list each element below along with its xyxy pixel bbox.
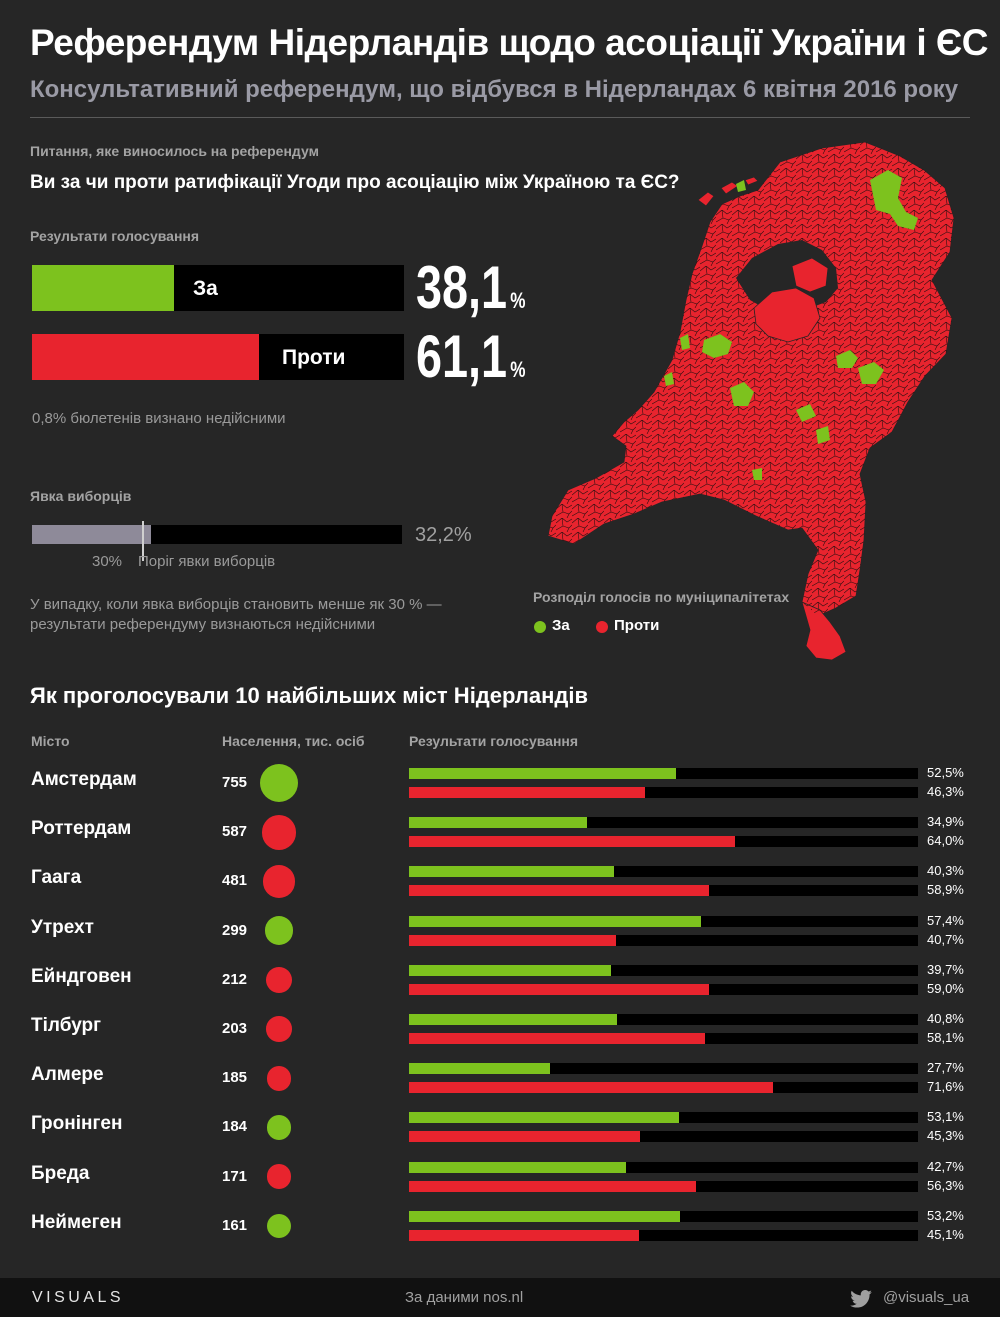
column-header-results: Результати голосування	[409, 733, 579, 749]
city-no-percent: 59,0%	[927, 980, 964, 996]
city-population-dot	[266, 967, 292, 993]
twitter-icon	[850, 1290, 872, 1308]
city-bar-no	[409, 1131, 918, 1142]
city-bar-yes	[409, 1211, 918, 1222]
city-name: Тілбург	[31, 1015, 102, 1036]
city-bar-yes	[409, 866, 918, 877]
city-name: Бреда	[31, 1162, 90, 1184]
city-population: 203	[222, 1020, 248, 1037]
city-yes-percent: 42,7%	[927, 1158, 964, 1174]
city-population: 212	[222, 970, 248, 988]
city-population: 587	[222, 823, 248, 841]
city-bar-no	[409, 836, 918, 847]
city-name: Гронінген	[31, 1113, 123, 1135]
city-bar-no	[409, 1181, 918, 1192]
city-bar-no-fill	[409, 836, 735, 847]
city-yes-percent: 40,8%	[927, 1011, 964, 1026]
data-source: За даними nos.nl	[405, 1289, 524, 1306]
city-no-percent: 58,1%	[927, 1030, 964, 1045]
city-bar-yes	[409, 1162, 918, 1173]
column-header-population: Населення, тис. осіб	[222, 733, 365, 749]
twitter-handle: @visuals_ua	[883, 1289, 970, 1306]
city-population-dot	[265, 916, 293, 944]
invalid-ballots-note: 0,8% бюлетенів визнано недійсними	[32, 410, 286, 427]
result-bar-no-label: Проти	[282, 346, 346, 369]
page-title: Референдум Нідерландів щодо асоціації України і ЄС	[30, 22, 988, 63]
city-bar-yes	[409, 1063, 918, 1074]
city-bar-yes-fill	[409, 965, 611, 976]
city-bar-yes	[409, 817, 918, 828]
legend-yes-label: За	[552, 617, 570, 634]
city-name: Неймеген	[31, 1211, 122, 1233]
city-bar-no	[409, 935, 918, 946]
city-bar-no-fill	[409, 1131, 640, 1142]
city-population-dot	[267, 1214, 291, 1238]
city-no-percent: 46,3%	[927, 784, 964, 799]
city-population-dot	[262, 815, 297, 850]
city-no-percent: 64,0%	[927, 833, 964, 849]
result-no-number: 61,1	[416, 323, 508, 390]
city-yes-percent: 27,7%	[927, 1060, 964, 1076]
turnout-value: 32,2%	[415, 524, 472, 546]
city-yes-percent: 52,5%	[927, 765, 964, 780]
results-label: Результати голосування	[30, 228, 200, 244]
city-population: 481	[222, 872, 248, 890]
turnout-threshold-note: У випадку, коли явка виборців становить менше як 30 % — результати референдуму визнаються недійсними	[30, 596, 442, 633]
city-no-percent: 71,6%	[927, 1079, 964, 1095]
city-bar-yes	[409, 965, 918, 976]
city-bar-yes-fill	[409, 1063, 550, 1074]
city-bar-no	[409, 1033, 918, 1044]
city-population: 755	[222, 774, 248, 791]
result-no-percent-sign: %	[510, 357, 526, 382]
city-bar-yes	[409, 916, 918, 927]
city-bar-yes	[409, 1014, 918, 1025]
city-yes-percent: 53,1%	[927, 1109, 964, 1125]
city-bar-no	[409, 787, 918, 798]
turnout-threshold-value: 30%	[92, 553, 123, 570]
city-population-dot	[263, 865, 296, 898]
city-no-percent: 45,3%	[927, 1128, 964, 1144]
result-bar-yes-label: За	[193, 277, 218, 300]
question-label: Питання, яке виносилось на референдум	[30, 143, 319, 159]
city-bar-yes	[409, 1112, 918, 1123]
city-population: 299	[222, 921, 248, 939]
city-yes-percent: 34,9%	[927, 814, 964, 830]
city-yes-percent: 40,3%	[927, 863, 964, 879]
city-bar-no	[409, 885, 918, 896]
city-name: Роттердам	[31, 818, 132, 840]
city-name: Алмере	[31, 1064, 104, 1086]
turnout-threshold-label: Поріг явки виборців	[138, 553, 276, 570]
page-subtitle: Консультативний референдум, що відбувся в Нідерландах 6 квітня 2016 року	[30, 76, 959, 103]
city-population: 185	[222, 1069, 248, 1087]
city-bar-yes-fill	[409, 1211, 680, 1222]
city-population: 171	[222, 1167, 248, 1185]
city-bar-yes-fill	[409, 866, 614, 877]
city-population-dot	[267, 1115, 292, 1140]
result-yes-percent-sign: %	[510, 288, 526, 313]
city-bar-no-fill	[409, 935, 616, 946]
city-population-dot	[260, 764, 298, 802]
result-yes-number: 38,1	[416, 254, 508, 321]
city-bar-yes-fill	[409, 817, 587, 828]
city-no-percent: 45,1%	[927, 1226, 964, 1242]
brand-logo-text: VISUALS	[32, 1289, 125, 1306]
city-bar-yes-fill	[409, 1162, 626, 1173]
city-bar-no-fill	[409, 787, 645, 798]
city-population-dot	[266, 1016, 291, 1041]
city-no-percent: 58,9%	[927, 882, 964, 898]
legend-no-label: Проти	[614, 617, 660, 634]
turnout-label: Явка виборців	[30, 488, 132, 504]
city-population: 184	[222, 1118, 248, 1136]
city-name: Утрехт	[31, 916, 94, 938]
city-population-dot	[267, 1066, 292, 1091]
city-bar-no-fill	[409, 885, 709, 896]
city-yes-percent: 53,2%	[927, 1207, 964, 1223]
city-name: Гаага	[31, 867, 82, 889]
city-bar-yes-fill	[409, 916, 701, 927]
city-bar-no-fill	[409, 1033, 705, 1044]
city-population-dot	[267, 1164, 291, 1188]
city-bar-no-fill	[409, 1082, 773, 1093]
city-bar-no-fill	[409, 1181, 696, 1192]
city-no-percent: 56,3%	[927, 1177, 964, 1193]
footer	[0, 1278, 1000, 1317]
city-bar-yes-fill	[409, 1014, 617, 1025]
city-name: Амстердам	[31, 769, 137, 790]
city-population: 161	[222, 1216, 248, 1234]
city-name: Ейндговен	[31, 965, 132, 987]
city-bar-yes	[409, 768, 918, 779]
question-text: Ви за чи проти ратифікації Угоди про асоціацію між Україною та ЄС?	[30, 172, 680, 193]
city-bar-no	[409, 1082, 918, 1093]
city-bar-no	[409, 1230, 918, 1241]
map-legend-title: Розподіл голосів по муніципалітетах	[533, 589, 790, 605]
city-bar-no	[409, 984, 918, 995]
city-no-percent: 40,7%	[927, 931, 964, 947]
column-header-city: Місто	[31, 733, 70, 749]
cities-title: Як проголосували 10 найбільших міст Нідерландів	[30, 683, 588, 708]
city-yes-percent: 57,4%	[927, 912, 964, 928]
city-yes-percent: 39,7%	[927, 961, 964, 977]
city-bar-yes-fill	[409, 768, 676, 779]
city-bar-no-fill	[409, 984, 709, 995]
city-bar-no-fill	[409, 1230, 639, 1241]
city-bar-yes-fill	[409, 1112, 679, 1123]
